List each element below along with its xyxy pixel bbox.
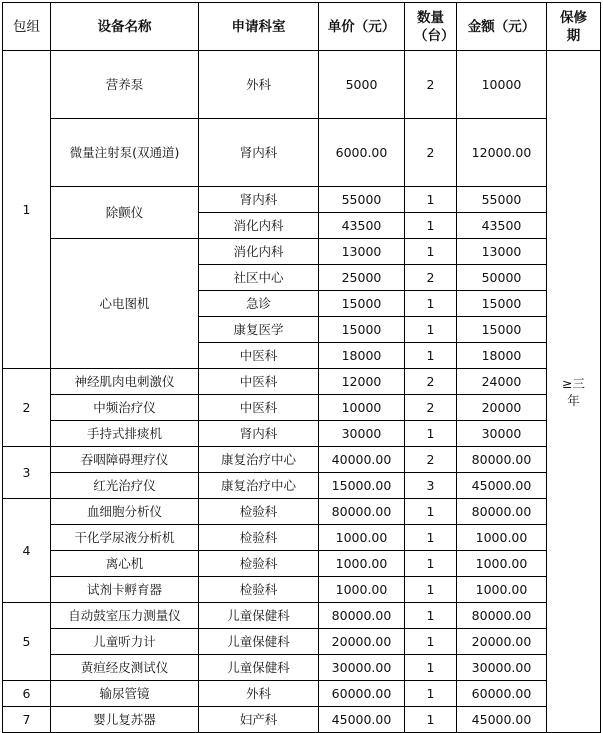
device-name: 试剂卡孵育器 (51, 577, 199, 603)
amount-cell: 80000.00 (457, 603, 547, 629)
table-row (3, 707, 601, 733)
qty-cell: 1 (405, 343, 457, 369)
dept-cell: 中医科 (199, 395, 319, 421)
dept-cell: 肾内科 (199, 119, 319, 187)
group-label: 3 (3, 447, 51, 499)
device-name: 血细胞分析仪 (51, 499, 199, 525)
table-row (3, 655, 601, 681)
group-label: 7 (3, 707, 51, 733)
table-row (3, 447, 601, 473)
group-label: 4 (3, 499, 51, 603)
amount-cell: 20000 (457, 395, 547, 421)
dept-cell: 外科 (199, 681, 319, 707)
amount-cell: 24000 (457, 369, 547, 395)
amount-cell: 15000 (457, 317, 547, 343)
qty-cell: 1 (405, 187, 457, 213)
qty-cell: 2 (405, 369, 457, 395)
table-row (3, 629, 601, 655)
qty-cell: 2 (405, 395, 457, 421)
price-cell: 80000.00 (319, 603, 405, 629)
qty-cell: 1 (405, 525, 457, 551)
device-name: 离心机 (51, 551, 199, 577)
qty-cell: 1 (405, 421, 457, 447)
amount-cell: 50000 (457, 265, 547, 291)
device-name: 中频治疗仪 (51, 395, 199, 421)
dept-cell: 外科 (199, 51, 319, 119)
price-cell: 55000 (319, 187, 405, 213)
amount-cell: 30000.00 (457, 655, 547, 681)
qty-cell: 1 (405, 551, 457, 577)
group-label: 6 (3, 681, 51, 707)
qty-cell: 2 (405, 119, 457, 187)
qty-cell: 3 (405, 473, 457, 499)
table-row (3, 525, 601, 551)
dept-cell: 肾内科 (199, 187, 319, 213)
amount-cell: 15000 (457, 291, 547, 317)
qty-cell: 1 (405, 317, 457, 343)
amount-cell: 80000.00 (457, 447, 547, 473)
group-label: 2 (3, 369, 51, 447)
device-name: 自动鼓室压力测量仪 (51, 603, 199, 629)
table-row (3, 51, 601, 119)
qty-cell: 1 (405, 681, 457, 707)
group-label: 1 (3, 51, 51, 369)
dept-cell: 康复治疗中心 (199, 447, 319, 473)
dept-cell: 中医科 (199, 369, 319, 395)
table-row (3, 119, 601, 187)
table-row (3, 603, 601, 629)
device-name: 手持式排痰机 (51, 421, 199, 447)
table-row (3, 421, 601, 447)
price-cell: 6000.00 (319, 119, 405, 187)
qty-cell: 2 (405, 447, 457, 473)
amount-cell: 1000.00 (457, 551, 547, 577)
price-cell: 15000 (319, 317, 405, 343)
amount-cell: 80000.00 (457, 499, 547, 525)
dept-cell: 消化内科 (199, 239, 319, 265)
qty-cell: 1 (405, 629, 457, 655)
price-cell: 5000 (319, 51, 405, 119)
header-package: 包组 (3, 3, 51, 51)
qty-cell: 1 (405, 239, 457, 265)
price-cell: 1000.00 (319, 525, 405, 551)
qty-cell: 1 (405, 577, 457, 603)
price-cell: 45000.00 (319, 707, 405, 733)
header-unit-price: 单价（元） (319, 3, 405, 51)
qty-cell: 2 (405, 265, 457, 291)
warranty-cell: ≥三年 (547, 51, 601, 733)
dept-cell: 肾内科 (199, 421, 319, 447)
qty-cell: 1 (405, 499, 457, 525)
amount-cell: 45000.00 (457, 473, 547, 499)
table-row (3, 187, 601, 213)
header-row (3, 3, 601, 51)
table-row (3, 499, 601, 525)
amount-cell: 43500 (457, 213, 547, 239)
qty-cell: 2 (405, 51, 457, 119)
dept-cell: 检验科 (199, 525, 319, 551)
dept-cell: 社区中心 (199, 265, 319, 291)
amount-cell: 1000.00 (457, 577, 547, 603)
header-device: 设备名称 (51, 3, 199, 51)
amount-cell: 30000 (457, 421, 547, 447)
price-cell: 43500 (319, 213, 405, 239)
price-cell: 10000 (319, 395, 405, 421)
amount-cell: 55000 (457, 187, 547, 213)
device-name: 红光治疗仪 (51, 473, 199, 499)
table-row (3, 395, 601, 421)
group-label: 5 (3, 603, 51, 681)
dept-cell: 急诊 (199, 291, 319, 317)
price-cell: 1000.00 (319, 551, 405, 577)
amount-cell: 1000.00 (457, 525, 547, 551)
price-cell: 18000 (319, 343, 405, 369)
dept-cell: 康复治疗中心 (199, 473, 319, 499)
header-quantity: 数量（台） (405, 3, 457, 51)
price-cell: 60000.00 (319, 681, 405, 707)
table-row (3, 369, 601, 395)
device-name: 儿童听力计 (51, 629, 199, 655)
dept-cell: 儿童保健科 (199, 603, 319, 629)
device-name: 婴儿复苏器 (51, 707, 199, 733)
qty-cell: 1 (405, 213, 457, 239)
device-name: 神经肌肉电刺激仪 (51, 369, 199, 395)
price-cell: 12000 (319, 369, 405, 395)
price-cell: 15000.00 (319, 473, 405, 499)
header-amount: 金额（元） (457, 3, 547, 51)
qty-cell: 1 (405, 603, 457, 629)
amount-cell: 60000.00 (457, 681, 547, 707)
price-cell: 15000 (319, 291, 405, 317)
amount-cell: 12000.00 (457, 119, 547, 187)
dept-cell: 中医科 (199, 343, 319, 369)
dept-cell: 检验科 (199, 551, 319, 577)
dept-cell: 儿童保健科 (199, 655, 319, 681)
qty-cell: 1 (405, 291, 457, 317)
table-row (3, 239, 601, 265)
header-dept: 申请科室 (199, 3, 319, 51)
device-name: 除颤仪 (51, 187, 199, 239)
amount-cell: 45000.00 (457, 707, 547, 733)
device-name: 吞咽障碍理疗仪 (51, 447, 199, 473)
device-name: 微量注射泵(双通道) (51, 119, 199, 187)
procurement-table (2, 2, 601, 733)
qty-cell: 1 (405, 707, 457, 733)
price-cell: 30000.00 (319, 655, 405, 681)
amount-cell: 20000.00 (457, 629, 547, 655)
amount-cell: 18000 (457, 343, 547, 369)
price-cell: 30000 (319, 421, 405, 447)
qty-cell: 1 (405, 655, 457, 681)
table-row (3, 551, 601, 577)
price-cell: 1000.00 (319, 577, 405, 603)
table-row (3, 473, 601, 499)
device-name: 输尿管镜 (51, 681, 199, 707)
amount-cell: 13000 (457, 239, 547, 265)
dept-cell: 消化内科 (199, 213, 319, 239)
price-cell: 20000.00 (319, 629, 405, 655)
price-cell: 13000 (319, 239, 405, 265)
dept-cell: 检验科 (199, 577, 319, 603)
price-cell: 40000.00 (319, 447, 405, 473)
device-name: 营养泵 (51, 51, 199, 119)
dept-cell: 康复医学 (199, 317, 319, 343)
device-name: 黄疸经皮测试仪 (51, 655, 199, 681)
header-warranty: 保修期 (547, 3, 601, 51)
device-name: 心电图机 (51, 239, 199, 369)
amount-cell: 10000 (457, 51, 547, 119)
device-name: 干化学尿液分析机 (51, 525, 199, 551)
price-cell: 80000.00 (319, 499, 405, 525)
dept-cell: 儿童保健科 (199, 629, 319, 655)
table-row (3, 577, 601, 603)
price-cell: 25000 (319, 265, 405, 291)
dept-cell: 检验科 (199, 499, 319, 525)
table-row (3, 681, 601, 707)
dept-cell: 妇产科 (199, 707, 319, 733)
